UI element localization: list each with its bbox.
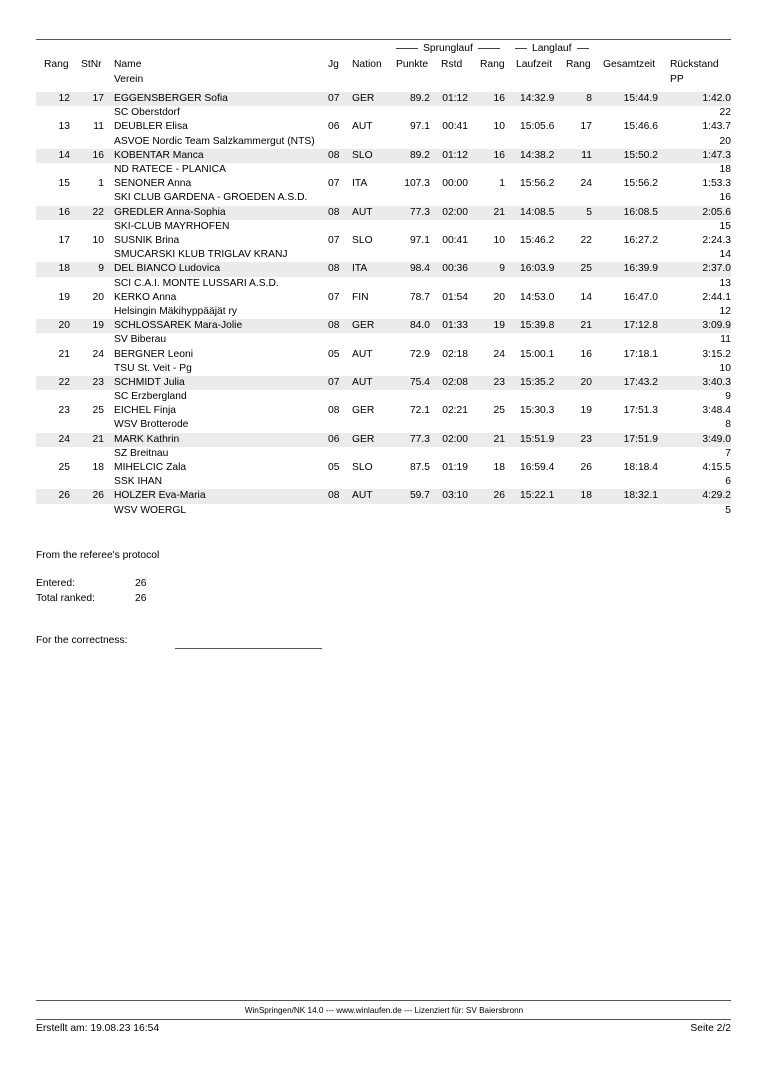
row-club-line	[36, 163, 731, 177]
table-header	[36, 58, 731, 88]
cell-rueckstand: 2:44.1	[702, 291, 731, 303]
row-club-line	[36, 447, 731, 461]
cell-rstd: 03:10	[442, 490, 468, 502]
cell-pp: 15	[719, 220, 731, 232]
row-club-line	[36, 362, 731, 376]
table-row	[36, 92, 731, 120]
cell-stnr: 23	[92, 376, 104, 388]
cell-gesamtzeit: 18:18.4	[623, 462, 658, 474]
cell-gesamtzeit: 16:47.0	[623, 291, 658, 303]
col-verein: Verein	[114, 73, 144, 85]
col-rang-cc: Rang	[566, 59, 591, 70]
cell-rang-cc: 5	[586, 206, 592, 218]
col-pp: PP	[670, 73, 684, 85]
cell-jg: 08	[328, 320, 340, 332]
col-rang-jump: Rang	[480, 59, 505, 70]
cell-stnr: 19	[92, 320, 104, 332]
cell-rstd: 00:41	[442, 121, 468, 133]
cell-name: EGGENSBERGER Sofia	[114, 93, 228, 104]
cell-pp: 10	[719, 362, 731, 374]
cell-laufzeit: 15:46.2	[520, 234, 555, 246]
cell-verein: SZ Breitnau	[114, 447, 169, 459]
row-main-line	[36, 376, 731, 390]
cell-stnr: 20	[92, 291, 104, 303]
cell-rang-cc: 21	[580, 320, 592, 332]
cell-jg: 08	[328, 149, 340, 161]
cell-verein: ASVOE Nordic Team Salzkammergut (NTS)	[114, 135, 315, 147]
cell-stnr: 1	[98, 178, 104, 190]
cell-nation: GER	[352, 320, 375, 332]
cell-rang: 18	[58, 263, 70, 275]
cell-rang-cc: 19	[580, 405, 592, 417]
cell-punkte: 59.7	[409, 490, 430, 502]
cell-rang: 24	[58, 433, 70, 445]
cell-gesamtzeit: 18:32.1	[623, 490, 658, 502]
col-gesamtzeit: Gesamtzeit	[603, 59, 656, 70]
cell-verein: WSV Brotterode	[114, 419, 189, 431]
cell-rstd: 02:00	[442, 206, 468, 218]
cell-rang-cc: 11	[581, 149, 592, 161]
cell-gesamtzeit: 15:56.2	[623, 178, 658, 190]
cell-punkte: 72.9	[409, 348, 430, 360]
cell-rstd: 00:00	[442, 178, 468, 190]
cell-jg: 05	[328, 348, 340, 360]
cell-name: EICHEL Finja	[114, 405, 176, 417]
cell-rueckstand: 1:53.3	[702, 178, 731, 190]
cell-gesamtzeit: 15:46.6	[623, 121, 658, 133]
cell-rang-cc: 18	[580, 490, 592, 502]
cell-gesamtzeit: 16:27.2	[623, 234, 658, 246]
cell-pp: 8	[725, 419, 731, 431]
col-nation: Nation	[352, 59, 382, 70]
row-main-line	[36, 206, 731, 220]
cell-jg: 07	[328, 376, 340, 388]
row-main-line	[36, 404, 731, 418]
cell-rstd: 02:18	[442, 348, 468, 360]
cell-rang-cc: 26	[580, 462, 592, 474]
row-main-line	[36, 489, 731, 503]
cell-nation: SLO	[352, 149, 373, 161]
cell-pp: 6	[725, 476, 731, 488]
protocol-title: From the referee's protocol	[36, 550, 160, 561]
row-club-line	[36, 418, 731, 432]
cell-rang: 20	[58, 320, 70, 332]
cell-laufzeit: 14:38.2	[520, 149, 555, 161]
table-row	[36, 348, 731, 376]
top-rule	[36, 39, 731, 40]
cell-rueckstand: 1:42.0	[702, 93, 731, 104]
cell-nation: FIN	[352, 291, 369, 303]
total-ranked-value: 26	[135, 593, 147, 604]
row-main-line	[36, 120, 731, 134]
cell-verein: SCI C.A.I. MONTE LUSSARI A.S.D.	[114, 277, 279, 289]
table-row	[36, 262, 731, 290]
cell-nation: AUT	[352, 490, 373, 502]
row-main-line	[36, 461, 731, 475]
cell-rueckstand: 3:48.4	[702, 405, 731, 417]
col-rstd: Rstd	[441, 59, 463, 70]
group-jump-label: Sprunglauf	[423, 43, 473, 54]
cell-rstd: 00:36	[442, 263, 468, 275]
cell-name: SUSNIK Brina	[114, 234, 180, 246]
cell-verein: SSK IHAN	[114, 476, 163, 488]
entered-value: 26	[135, 578, 147, 589]
cell-verein: SC Oberstdorf	[114, 107, 180, 119]
cell-nation: GER	[352, 93, 375, 104]
cell-rang-cc: 16	[580, 348, 592, 360]
cell-laufzeit: 16:03.9	[520, 263, 555, 275]
cell-laufzeit: 15:51.9	[520, 433, 555, 445]
row-club-line	[36, 106, 731, 120]
cell-rang: 25	[58, 462, 70, 474]
cell-stnr: 25	[92, 405, 104, 417]
cell-gesamtzeit: 17:51.3	[623, 405, 658, 417]
cell-laufzeit: 15:56.2	[520, 178, 555, 190]
cell-punkte: 89.2	[409, 93, 430, 104]
cell-laufzeit: 14:08.5	[520, 206, 555, 218]
cell-laufzeit: 15:05.6	[520, 121, 555, 133]
results-table	[36, 92, 731, 518]
cell-laufzeit: 15:35.2	[520, 376, 555, 388]
cell-nation: AUT	[352, 348, 373, 360]
cell-rang: 17	[58, 234, 70, 246]
entered-label: Entered:	[36, 578, 75, 589]
table-row	[36, 206, 731, 234]
cell-jg: 08	[328, 405, 340, 417]
cell-rang-cc: 25	[580, 263, 592, 275]
row-main-line	[36, 92, 731, 106]
cell-jg: 07	[328, 234, 340, 246]
row-club-line	[36, 220, 731, 234]
cell-stnr: 26	[92, 490, 104, 502]
cell-name: MARK Kathrin	[114, 433, 180, 445]
cell-gesamtzeit: 15:50.2	[623, 149, 658, 161]
table-row	[36, 461, 731, 489]
cell-rang-jump: 16	[493, 93, 505, 104]
cell-gesamtzeit: 15:44.9	[623, 93, 658, 104]
cell-rang-jump: 9	[499, 263, 505, 275]
cell-rueckstand: 3:09.9	[702, 320, 731, 332]
cell-stnr: 21	[92, 433, 104, 445]
cell-rang: 22	[58, 376, 70, 388]
cell-verein: SMUCARSKI KLUB TRIGLAV KRANJ	[114, 249, 288, 261]
cell-rueckstand: 2:05.6	[702, 206, 731, 218]
cell-name: DEUBLER Elisa	[114, 121, 188, 133]
cell-rang: 26	[58, 490, 70, 502]
cell-verein: WSV WOERGL	[114, 504, 187, 516]
cell-rueckstand: 1:43.7	[702, 121, 731, 133]
table-row	[36, 433, 731, 461]
cell-pp: 11	[720, 334, 731, 346]
row-club-line	[36, 305, 731, 319]
cell-punkte: 77.3	[409, 206, 430, 218]
cell-verein: SC Erzbergland	[114, 391, 187, 403]
cell-rstd: 01:12	[442, 149, 468, 161]
created-date: Erstellt am: 19.08.23 16:54	[36, 1023, 160, 1034]
cell-rang-jump: 26	[493, 490, 505, 502]
cell-rang: 21	[58, 348, 70, 360]
cell-gesamtzeit: 17:51.9	[623, 433, 658, 445]
col-stnr: StNr	[81, 59, 102, 70]
cell-punkte: 78.7	[409, 291, 430, 303]
row-club-line	[36, 390, 731, 404]
row-main-line	[36, 319, 731, 333]
cell-pp: 22	[719, 107, 731, 119]
cell-pp: 20	[719, 135, 731, 147]
footer-rule-top	[36, 1000, 731, 1001]
cell-rang: 13	[58, 121, 70, 133]
cell-stnr: 16	[92, 149, 104, 161]
cell-jg: 07	[328, 178, 340, 190]
row-main-line	[36, 291, 731, 305]
cell-nation: AUT	[352, 376, 373, 388]
group-header-jump	[396, 43, 500, 54]
table-row	[36, 234, 731, 262]
cell-laufzeit: 14:53.0	[520, 291, 555, 303]
row-club-line	[36, 248, 731, 262]
cell-rueckstand: 2:37.0	[702, 263, 731, 275]
table-row	[36, 120, 731, 148]
cell-punkte: 107.3	[404, 178, 430, 190]
table-row	[36, 489, 731, 517]
table-row	[36, 291, 731, 319]
signature-line	[175, 648, 322, 649]
cell-rang-cc: 14	[580, 291, 592, 303]
cell-laufzeit: 15:00.1	[520, 348, 555, 360]
cell-stnr: 18	[92, 462, 104, 474]
cell-stnr: 10	[92, 234, 104, 246]
cell-name: DEL BIANCO Ludovica	[114, 263, 221, 275]
cell-laufzeit: 15:39.8	[520, 320, 555, 332]
cell-rang-jump: 20	[493, 291, 505, 303]
cell-verein: SKI-CLUB MAYRHOFEN	[114, 220, 230, 232]
cell-nation: ITA	[352, 178, 368, 190]
cell-verein: SV Biberau	[114, 334, 167, 346]
cell-rang: 14	[58, 149, 70, 161]
cell-rstd: 02:08	[442, 376, 468, 388]
cell-rueckstand: 3:49.0	[702, 433, 731, 445]
cell-name: SENONER Anna	[114, 178, 192, 190]
cell-stnr: 17	[92, 93, 104, 104]
cell-rang-cc: 22	[580, 234, 592, 246]
cell-rang: 12	[58, 93, 70, 104]
cell-rang-cc: 24	[580, 178, 592, 190]
cell-jg: 08	[328, 263, 340, 275]
row-main-line	[36, 262, 731, 276]
cell-nation: GER	[352, 405, 375, 417]
cell-name: BERGNER Leoni	[114, 348, 193, 360]
cell-name: HOLZER Eva-Maria	[114, 490, 206, 502]
cell-laufzeit: 15:30.3	[520, 405, 555, 417]
cell-name: KOBENTAR Manca	[114, 149, 204, 161]
cell-rueckstand: 4:29.2	[702, 490, 731, 502]
cell-rang-jump: 1	[499, 178, 505, 190]
cell-gesamtzeit: 16:08.5	[623, 206, 658, 218]
cell-rang-jump: 24	[493, 348, 505, 360]
cell-punkte: 75.4	[409, 376, 430, 388]
cell-verein: ND RATECE - PLANICA	[114, 163, 226, 175]
cell-rstd: 01:33	[442, 320, 468, 332]
cell-jg: 06	[328, 121, 340, 133]
cell-name: SCHLOSSAREK Mara-Jolie	[114, 320, 243, 332]
cell-stnr: 22	[92, 206, 104, 218]
cell-stnr: 11	[93, 121, 104, 133]
cell-stnr: 24	[92, 348, 104, 360]
cell-name: MIHELCIC Zala	[114, 462, 187, 474]
cell-rang: 19	[58, 291, 70, 303]
cell-rang-cc: 8	[586, 93, 592, 104]
cell-rang: 15	[58, 178, 70, 190]
total-ranked-label: Total ranked:	[36, 593, 95, 604]
table-row	[36, 376, 731, 404]
cell-rueckstand: 3:15.2	[702, 348, 731, 360]
cell-jg: 06	[328, 433, 340, 445]
cell-nation: ITA	[352, 263, 368, 275]
cell-punkte: 97.1	[409, 121, 430, 133]
cell-rang-jump: 19	[493, 320, 505, 332]
cell-rang-jump: 16	[493, 149, 505, 161]
row-main-line	[36, 433, 731, 447]
cell-stnr: 9	[98, 263, 104, 275]
cell-rang-cc: 17	[580, 121, 592, 133]
cell-nation: AUT	[352, 206, 373, 218]
cell-rstd: 01:19	[442, 462, 468, 474]
cell-rang: 16	[58, 206, 70, 218]
correctness-label: For the correctness:	[36, 635, 128, 646]
row-main-line	[36, 177, 731, 191]
cell-rstd: 01:54	[442, 291, 468, 303]
cell-gesamtzeit: 16:39.9	[623, 263, 658, 275]
cell-jg: 07	[328, 291, 340, 303]
cell-name: GREDLER Anna-Sophia	[114, 206, 226, 218]
cell-pp: 9	[725, 391, 731, 403]
row-main-line	[36, 348, 731, 362]
cell-rstd: 02:21	[442, 405, 468, 417]
row-club-line	[36, 191, 731, 205]
cell-jg: 05	[328, 462, 340, 474]
col-jg: Jg	[328, 59, 339, 70]
cell-pp: 16	[719, 192, 731, 204]
cell-nation: GER	[352, 433, 375, 445]
cell-punkte: 89.2	[409, 149, 430, 161]
cell-name: KERKO Anna	[114, 291, 177, 303]
cell-rang: 23	[58, 405, 70, 417]
cell-rueckstand: 1:47.3	[702, 149, 731, 161]
software-info: WinSpringen/NK 14.0 --- www.winlaufen.de --- Lizenziert für: SV Baiersbronn	[244, 1006, 524, 1015]
cell-verein: Helsingin Mäkihyppääjät ry	[114, 305, 238, 317]
table-row	[36, 177, 731, 205]
cell-jg: 08	[328, 490, 340, 502]
cell-name: SCHMIDT Julia	[114, 376, 185, 388]
page-number: Seite 2/2	[690, 1023, 731, 1034]
cell-rang-jump: 25	[493, 405, 505, 417]
col-name: Name	[114, 59, 142, 70]
cell-punkte: 87.5	[409, 462, 430, 474]
cell-rstd: 02:00	[442, 433, 468, 445]
cell-pp: 13	[719, 277, 731, 289]
cell-pp: 12	[719, 305, 731, 317]
cell-rang-jump: 10	[493, 121, 505, 133]
col-rang: Rang	[44, 59, 69, 70]
cell-gesamtzeit: 17:18.1	[623, 348, 658, 360]
group-cc-label: Langlauf	[532, 43, 572, 54]
cell-laufzeit: 14:32.9	[520, 93, 555, 104]
cell-rueckstand: 2:24.3	[702, 234, 731, 246]
row-main-line	[36, 234, 731, 248]
cell-pp: 7	[725, 447, 731, 459]
cell-rang-cc: 20	[580, 376, 592, 388]
cell-rueckstand: 4:15.5	[702, 462, 731, 474]
footer-rule-bottom	[36, 1019, 731, 1020]
row-club-line	[36, 333, 731, 347]
cell-punkte: 98.4	[409, 263, 430, 275]
row-club-line	[36, 277, 731, 291]
cell-punkte: 84.0	[409, 320, 430, 332]
cell-gesamtzeit: 17:12.8	[623, 320, 658, 332]
table-row	[36, 149, 731, 177]
cell-jg: 07	[328, 93, 340, 104]
cell-rstd: 01:12	[442, 93, 468, 104]
cell-laufzeit: 15:22.1	[520, 490, 555, 502]
cell-pp: 18	[719, 163, 731, 175]
cell-rstd: 00:41	[442, 234, 468, 246]
cell-rang-jump: 10	[493, 234, 505, 246]
cell-rang-jump: 23	[493, 376, 505, 388]
table-row	[36, 319, 731, 347]
group-header-langlauf	[515, 43, 589, 54]
col-punkte: Punkte	[396, 59, 429, 70]
cell-rang-jump: 18	[493, 462, 505, 474]
cell-pp: 5	[725, 504, 731, 516]
cell-nation: SLO	[352, 234, 373, 246]
cell-rueckstand: 3:40.3	[702, 376, 731, 388]
cell-verein: TSU St. Veit - Pg	[114, 362, 192, 374]
cell-punkte: 97.1	[409, 234, 430, 246]
cell-nation: AUT	[352, 121, 373, 133]
table-row	[36, 404, 731, 432]
row-main-line	[36, 149, 731, 163]
row-club-line	[36, 475, 731, 489]
cell-gesamtzeit: 17:43.2	[623, 376, 658, 388]
cell-rang-jump: 21	[493, 206, 505, 218]
cell-verein: SKI CLUB GARDENA - GROEDEN A.S.D.	[114, 192, 308, 204]
cell-jg: 08	[328, 206, 340, 218]
cell-laufzeit: 16:59.4	[520, 462, 555, 474]
cell-rang-cc: 23	[580, 433, 592, 445]
row-club-line	[36, 135, 731, 149]
cell-punkte: 72.1	[409, 405, 430, 417]
col-rueckstand: Rückstand	[670, 59, 719, 70]
cell-nation: SLO	[352, 462, 373, 474]
cell-rang-jump: 21	[493, 433, 505, 445]
col-laufzeit: Laufzeit	[516, 59, 553, 70]
row-club-line	[36, 504, 731, 518]
cell-pp: 14	[719, 249, 731, 261]
cell-punkte: 77.3	[409, 433, 430, 445]
